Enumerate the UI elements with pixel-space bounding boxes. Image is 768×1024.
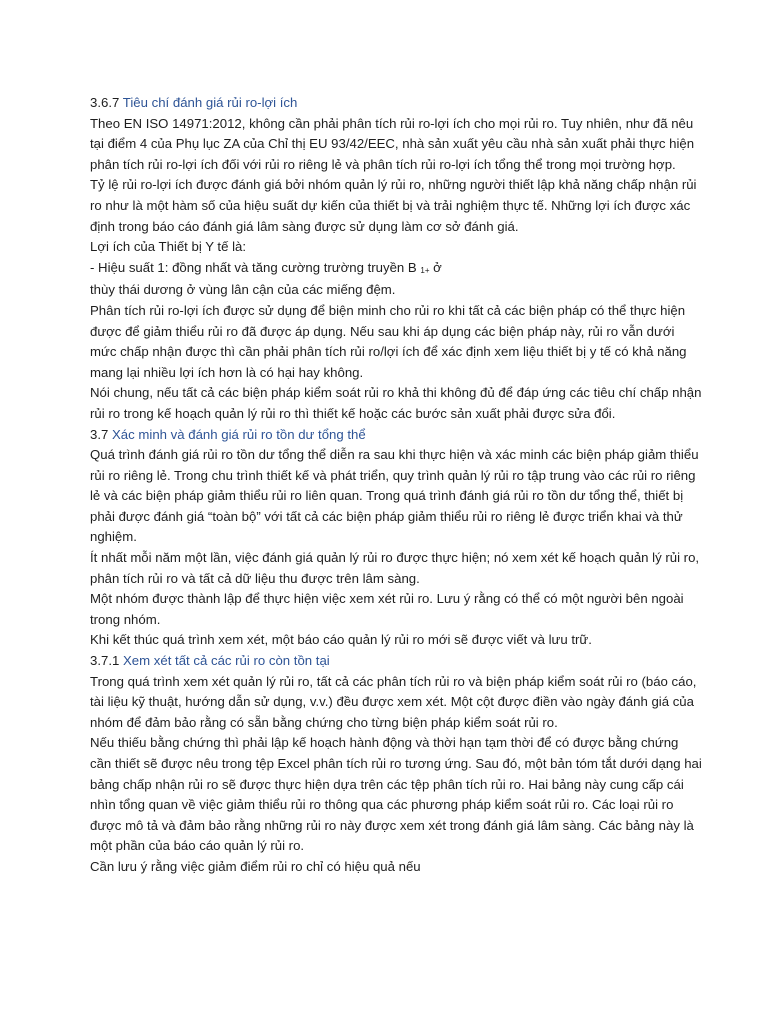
paragraph: Tỷ lệ rủi ro-lợi ích được đánh giá bởi nhóm quản lý rủi ro, những người thiết lập khả năng chấp nhận rủi ro như là một hàm số của hiệu suất dự kiến của thiết bị và trải nghiệm thực tế. Những lợi ích được xác định trong báo cáo đánh giá lâm sàng được sử dụng làm cơ sở đánh giá. <box>90 177 697 234</box>
paragraph: thùy thái dương ở vùng lân cận của các miếng đệm. <box>90 282 396 298</box>
paragraph: Phân tích rủi ro-lợi ích được sử dụng để biện minh cho rủi ro khi tất cả các biện pháp có thể thực hiện được để giảm thiểu rủi ro đã được áp dụng. Nếu sau khi áp dụng các biện pháp này, rủi ro vẫn dưới mức chấp nhận được thì cần phải phân tích rủi ro/lợi ích để xác định xem liệu thiết bị y tế có khả năng mang lại nhiều lợi ích hơn là có hại hay không. <box>90 302 687 380</box>
paragraph: Một nhóm được thành lập để thực hiện việc xem xét rủi ro. Lưu ý rằng có thể có một người bên ngoài trong nhóm. <box>90 591 684 627</box>
paragraph: Ít nhất mỗi năm một lần, việc đánh giá quản lý rủi ro được thực hiện; nó xem xét kế hoạch quản lý rủi ro, phân tích rủi ro và tất cả dữ liệu thu được trên lâm sàng. <box>90 550 700 586</box>
section-heading <box>90 93 702 114</box>
section-title: Xác minh và đánh giá rủi ro tồn dư tổng thể <box>112 426 366 442</box>
section-title: Tiêu chí đánh giá rủi ro-lợi ích <box>122 95 298 110</box>
paragraph: Nếu thiếu bằng chứng thì phải lập kế hoạch hành động và thời hạn tạm thời để có được bằng chứng cần thiết sẽ được nêu trong tệp Excel phân tích rủi ro tương ứng. Sau đó, một bản tóm tắt dưới dạng hai bảng chấp nhận rủi ro sẽ được thực hiện dựa trên các tệp phân tích rủi ro. Hai bảng này cung cấp cái nhìn tổng quan về việc giảm thiểu rủi ro thông qua các phương pháp kiểm soát rủi ro. Các loại rủi ro được mô tả và đảm bảo rằng những rủi ro này được xem xét trong đánh giá lâm sàng. Các bảng này là một phần của báo cáo quản lý rủi ro. <box>90 735 702 854</box>
benefit-line <box>90 258 702 281</box>
section-number: 3.7 <box>90 426 109 442</box>
paragraph: Trong quá trình xem xét quản lý rủi ro, tất cả các phân tích rủi ro và biện pháp kiểm soát rủi ro (báo cáo, tài liệu kỹ thuật, hướng dẫn sử dụng, v.v.) đều được xem xét. Một cột được điền vào ngày đánh giá của nhóm để đảm bảo rằng có sẵn bằng chứng cho từng biện pháp kiểm soát rủi ro. <box>90 673 697 730</box>
paragraph: Lợi ích của Thiết bị Y tế là: <box>90 239 247 255</box>
benefit-line-text: - Hiệu suất 1: đồng nhất và tăng cường trường truyền B <box>90 259 421 275</box>
section-heading <box>90 425 702 446</box>
section-heading <box>90 651 702 672</box>
benefit-line-tail: ở <box>429 259 442 275</box>
paragraph: Nói chung, nếu tất cả các biện pháp kiểm soát rủi ro khả thi không đủ để đáp ứng các tiêu chí chấp nhận rủi ro trong kế hoạch quản lý rủi ro thì thiết kế hoặc các bước sản xuất phải được sửa đổi. <box>90 385 702 421</box>
paragraph: Theo EN ISO 14971:2012, không cần phải phân tích rủi ro-lợi ích cho mọi rủi ro. Tuy nhiên, như đã nêu tại điểm 4 của Phụ lục ZA của Chỉ thị EU 93/42/EEC, nhà sản xuất yêu cầu nhà sản xuất phải thực hiện phân tích rủi ro-lợi ích đối với rủi ro riêng lẻ và phân tích rủi ro-lợi ích tổng thể trong mọi trường hợp. <box>90 115 695 172</box>
paragraph: Quá trình đánh giá rủi ro tồn dư tổng thể diễn ra sau khi thực hiện và xác minh các biện pháp giảm thiểu rủi ro riêng lẻ. Trong chu trình thiết kế và phát triển, quy trình quản lý rủi ro tập trung vào các rủi ro riêng lẻ và các biện pháp giảm thiểu rủi ro liên quan. Trong quá trình đánh giá rủi ro tồn dư tổng thể, thiết bị phải được đánh giá “toàn bộ” với tất cả các biện pháp giảm thiểu rủi ro riêng lẻ được triển khai và thử nghiệm. <box>90 447 699 545</box>
section-title: Xem xét tất cả các rủi ro còn tồn tại <box>123 653 330 669</box>
document-page <box>90 93 702 878</box>
section-number: 3.7.1 <box>90 653 120 669</box>
paragraph: Cần lưu ý rằng việc giảm điểm rủi ro chỉ có hiệu quả nếu <box>90 858 421 874</box>
section-number: 3.6.7 <box>90 95 120 110</box>
paragraph: Khi kết thúc quá trình xem xét, một báo cáo quản lý rủi ro mới sẽ được viết và lưu trữ. <box>90 632 592 648</box>
benefit-line-subscript: 1+ <box>420 265 430 275</box>
